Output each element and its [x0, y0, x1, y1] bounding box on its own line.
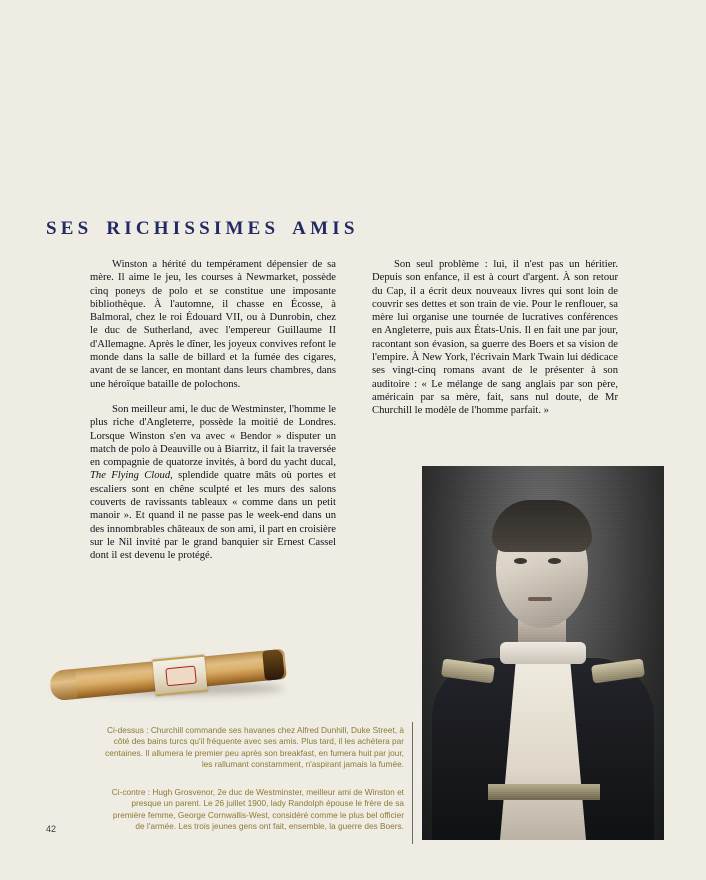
caption-portrait: Ci-contre : Hugh Grosvenor, 2e duc de Westminster, meilleur ami de Winston et presque un parent. Le 26 juillet 1900, lady Randolph épouse le frère de sa première femme, George Cornwallis-West, considéré comme le plus bel officier de l'armée. Les trois jeunes gens ont fait, ensemble, la guerre des Boers.: [111, 787, 404, 832]
churchill-portrait: [422, 466, 664, 840]
body-column-right: [372, 258, 618, 418]
book-title: The Flying Cloud: [90, 470, 171, 482]
caption-cigar: Ci-dessus : Churchill commande ses havanes chez Alfred Dunhill, Duke Street, à côté des bains turcs qu'il fréquente avec ses amis. Plus tard, il les achètera par centaines. Il allumera le premier peu après son breakfast, en fumera huit par jour, les rallumant constamment, n'aspirant jamais la fumée.: [105, 725, 404, 770]
page-number: 42: [46, 824, 57, 834]
caption-divider-rule: [412, 722, 413, 844]
photo-grain-overlay: [422, 466, 664, 840]
page-title: SES RICHISSIMES AMIS: [46, 217, 359, 239]
paragraph: Son meilleur ami, le duc de Westminster, l'homme le plus riche d'Angleterre, possède la moitié de Londres. Lorsque Winston s'en va avec « Bendor » disputer un match de polo à Deauville ou à Biarritz, il fait la traversée en compagnie de quatorze invités, à bord du yacht ducal, The Flying Cloud, splendide quatre mâts où portes et escaliers sont en chêne sculpté et les murs des salons couverts de ravissants tableaux « comme dans un petit manoir ». Et quand il ne passe pas le week-end dans un des innombrables châteaux de son ami, il part en croisière sur le Nil invité par le grand banquier sir Ernest Cassel dont il est devenu le protégé.: [90, 403, 336, 562]
cigar-band: [152, 655, 207, 697]
body-column-left: [90, 258, 336, 563]
paragraph: Winston a hérité du tempérament dépensier de sa mère. Il aime le jeu, les courses à Newmarket, possède cinq poneys de polo et se constitue une imposante bibliothèque. À l'automne, il chasse en Écosse, à Balmoral, chez le roi Édouard VII, ou à Dunrobin, chez le duc de Sutherland, avec l'empereur Guillaume II d'Allemagne. Après le dîner, les joyeux convives refont le monde dans la salle de billard et la fumée des cigares, avant de se lancer, en montant dans leurs chambres, dans une héroïque bataille de polochons.: [90, 259, 336, 390]
cigar-photo: [46, 648, 291, 710]
paragraph: Son seul problème : lui, il n'est pas un héritier. Depuis son enfance, il est à court d'argent. À son retour du Cap, il a écrit deux nouveaux livres qui sont loin de couvrir ses dettes et son train de vie. Pour le renflouer, sa mère lui organise une tournée de lucratives conférences en Angleterre, puis aux États-Unis. Il en fait une par jour, racontant son évasion, sa guerre des Boers et sa vision de l'empire. À New York, l'écrivain Mark Twain lui dédicace ses vingt-cinq romans avant de le présenter à son auditoire : « Le mélange de sang anglais par son père, américain par sa mère, fait, sans nul doute, de Mr Churchill le modèle de l'homme parfait. »: [372, 259, 618, 417]
cigar-tip: [262, 649, 285, 681]
